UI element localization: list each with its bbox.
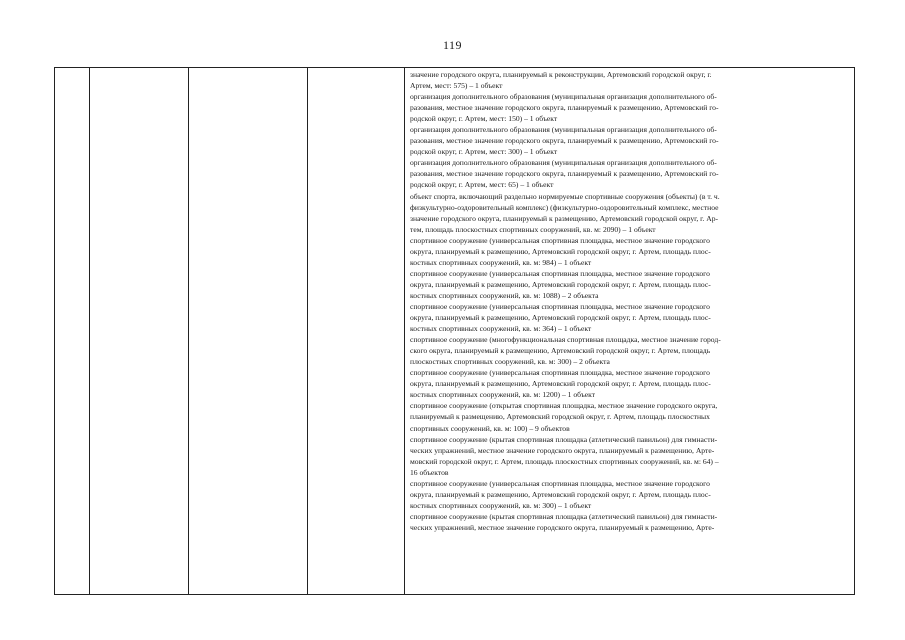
table-cell-column-2 <box>90 68 189 595</box>
list-item <box>410 511 851 533</box>
list-item-line: спортивное сооружение (универсальная спортивная площадка, местное значение городского <box>410 268 710 278</box>
document-table <box>54 67 855 595</box>
list-item-line: организация дополнительного образования (муниципальная организация дополнительного об- <box>410 92 717 102</box>
object-list <box>405 68 854 594</box>
list-item-line: округа, планируемый к размещению, Артемовский городской округ, г. Артем, площадь плос- <box>410 313 711 323</box>
list-item <box>410 91 851 124</box>
list-item-line: тем, площадь плоскостных спортивных сооружений, кв. м: 2090) – 1 объект <box>410 224 656 234</box>
list-item-line: родской округ, г. Артем, мест: 300) – 1 объект <box>410 147 558 157</box>
page-number: 119 <box>442 38 463 52</box>
list-item-line: спортивное сооружение (крытая спортивная площадка (атлетический павильон) для гимнасти- <box>410 511 718 521</box>
table-row <box>55 68 855 595</box>
list-item-line: мовский городской округ, г. Артем, площадь плоскостных спортивных сооружений, кв. м: 64) – <box>410 456 719 466</box>
list-item-line: спортивное сооружение (крытая спортивная площадка (атлетический павильон) для гимнасти- <box>410 434 718 444</box>
table-cell-column-4 <box>308 68 405 595</box>
list-item-line: значение городского округа, планируемый к размещению, Артемовский городской округ, г. Ар- <box>410 213 719 223</box>
list-item-line: спортивное сооружение (открытая спортивная площадка, местное значение городского округа, <box>410 401 718 411</box>
list-item-line: спортивных сооружений, кв. м: 100) – 9 объектов <box>410 423 570 433</box>
list-item-line: костных спортивных сооружений, кв. м: 984) – 1 объект <box>410 257 592 267</box>
list-item-line: спортивное сооружение (универсальная спортивная площадка, местное значение городского <box>410 235 710 245</box>
table-cell-column-3 <box>189 68 308 595</box>
list-item-line: округа, планируемый к размещению, Артемовский городской округ, г. Артем, площадь плос- <box>410 379 711 389</box>
list-item-line: физкультурно-оздоровительный комплекс) (физкультурно-оздоровительный комплекс, местное <box>410 202 719 212</box>
list-item-line: планируемый к размещению, Артемовский городской округ, г. Артем, площадь плоскостных <box>410 412 710 422</box>
list-item-line: спортивное сооружение (многофункциональная спортивная площадка, местное значение город- <box>410 335 721 345</box>
list-item-line: округа, планируемый к размещению, Артемовский городской округ, г. Артем, площадь плос- <box>410 489 711 499</box>
list-item-line: родской округ, г. Артем, мест: 150) – 1 объект <box>410 114 558 124</box>
list-item <box>410 434 851 478</box>
list-item <box>410 367 851 400</box>
list-item <box>410 400 851 433</box>
list-item-line: 16 объектов <box>410 467 449 477</box>
list-item <box>410 69 851 91</box>
list-item <box>410 478 851 511</box>
list-item-line: спортивное сооружение (универсальная спортивная площадка, местное значение городского <box>410 368 710 378</box>
list-item <box>410 157 851 190</box>
list-item-line: округа, планируемый к размещению, Артемовский городской округ, г. Артем, площадь плос- <box>410 279 711 289</box>
list-item <box>410 301 851 334</box>
list-item-line: костных спортивных сооружений, кв. м: 1088) – 2 объекта <box>410 290 599 300</box>
list-item-line: костных спортивных сооружений, кв. м: 300) – 1 объект <box>410 500 592 510</box>
list-item <box>410 268 851 301</box>
list-item-line: разования, местное значение городского округа, планируемый к размещению, Артемовский го- <box>410 103 719 113</box>
list-item-line: значение городского округа, планируемый к реконструкции, Артемовский городской округ, г. <box>410 70 712 79</box>
list-item-line: округа, планируемый к размещению, Артемовский городской округ, г. Артем, площадь плос- <box>410 246 711 256</box>
list-item-line: организация дополнительного образования (муниципальная организация дополнительного об- <box>410 158 717 168</box>
table-cell-column-1 <box>55 68 90 595</box>
list-item-line: костных спортивных сооружений, кв. м: 1200) – 1 объект <box>410 390 596 400</box>
list-item-line: ческих упражнений, местное значение городского округа, планируемый к размещению, Арте- <box>410 445 715 455</box>
list-item-line: ского округа, планируемый к размещению, Артемовский городской округ, г. Артем, площадь <box>410 346 711 356</box>
list-item <box>410 235 851 268</box>
list-item-line: костных спортивных сооружений, кв. м: 364) – 1 объект <box>410 324 592 334</box>
table-cell-object-list <box>405 68 855 595</box>
list-item-line: ческих упражнений, местное значение городского округа, планируемый к размещению, Арте- <box>410 522 715 532</box>
list-item <box>410 124 851 157</box>
list-item-line: разования, местное значение городского округа, планируемый к размещению, Артемовский го- <box>410 136 719 146</box>
list-item-line: Артем, мест: 575) – 1 объект <box>410 81 503 91</box>
list-item-line: объект спорта, включающий раздельно нормируемые спортивные сооружения (объекты) (в т. ч. <box>410 191 720 201</box>
list-item-line: спортивное сооружение (универсальная спортивная площадка, местное значение городского <box>410 478 710 488</box>
list-item-line: родской округ, г. Артем, мест: 65) – 1 объект <box>410 180 554 190</box>
list-item-line: разования, местное значение городского округа, планируемый к размещению, Артемовский го- <box>410 169 719 179</box>
list-item-line: спортивное сооружение (универсальная спортивная площадка, местное значение городского <box>410 301 710 311</box>
list-item <box>410 191 851 235</box>
list-item-line: плоскостных спортивных сооружений, кв. м: 300) – 2 объекта <box>410 357 610 367</box>
list-item <box>410 334 851 367</box>
list-item-line: организация дополнительного образования (муниципальная организация дополнительного об- <box>410 125 717 135</box>
